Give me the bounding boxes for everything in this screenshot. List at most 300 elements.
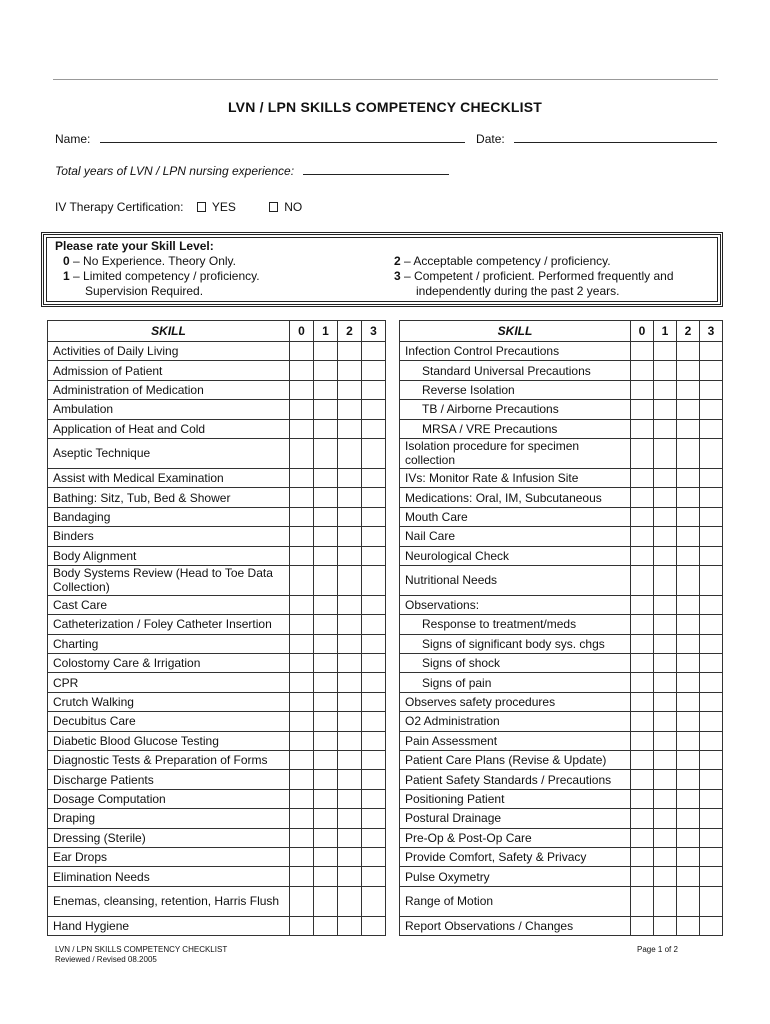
rating-cell-2[interactable]	[338, 565, 362, 595]
table-row	[400, 751, 723, 770]
rating-cell-2[interactable]	[677, 507, 700, 526]
rating-cell-3[interactable]	[362, 847, 386, 866]
footer-revised: Reviewed / Revised 08.2005	[55, 955, 157, 964]
rating-cell-0[interactable]	[631, 565, 654, 595]
rating-cell-3[interactable]	[700, 615, 723, 634]
rating-cell-1[interactable]	[314, 916, 338, 935]
rating-cell-0[interactable]	[631, 468, 654, 487]
rating-cell-2[interactable]	[677, 634, 700, 653]
rating-cell-1[interactable]	[314, 361, 338, 380]
rating-cell-3[interactable]	[362, 380, 386, 399]
rating-cell-1[interactable]	[314, 867, 338, 886]
rating-cell-0[interactable]	[631, 751, 654, 770]
rating-cell-1[interactable]	[654, 712, 677, 731]
rating-cell-1[interactable]	[314, 507, 338, 526]
rating-cell-0[interactable]	[290, 438, 314, 468]
rating-cell-3[interactable]	[362, 712, 386, 731]
rating-cell-3[interactable]	[362, 828, 386, 847]
rating-cell-3[interactable]	[700, 400, 723, 419]
rating-cell-0[interactable]	[631, 809, 654, 828]
table-row	[48, 438, 386, 468]
rating-cell-3[interactable]	[700, 468, 723, 487]
rating-cell-0[interactable]	[290, 770, 314, 789]
table-row	[48, 546, 386, 565]
rating-cell-0[interactable]	[290, 867, 314, 886]
rating-cell-2[interactable]	[677, 789, 700, 808]
rating-cell-1[interactable]	[654, 615, 677, 634]
rating-cell-1[interactable]	[654, 654, 677, 673]
skill-name-cell: O2 Administration	[400, 712, 631, 731]
rating-cell-0[interactable]	[290, 828, 314, 847]
rating-cell-2[interactable]	[338, 400, 362, 419]
rating-cell-2[interactable]	[338, 546, 362, 565]
rating-cell-2[interactable]	[677, 847, 700, 866]
rating-cell-3[interactable]	[362, 789, 386, 808]
rating-cell-0[interactable]	[290, 615, 314, 634]
rating-cell-2[interactable]	[677, 595, 700, 614]
rating-cell-0[interactable]	[631, 595, 654, 614]
iv-no-label: NO	[284, 200, 303, 214]
rating-cell-3[interactable]	[700, 488, 723, 507]
rating-cell-2[interactable]	[677, 361, 700, 380]
rating-cell-2[interactable]	[338, 828, 362, 847]
rating-cell-3[interactable]	[700, 595, 723, 614]
table-row	[400, 634, 723, 653]
rating-cell-2[interactable]	[338, 507, 362, 526]
rating-cell-1[interactable]	[314, 400, 338, 419]
table-row	[400, 731, 723, 750]
rating-cell-1[interactable]	[314, 438, 338, 468]
rating-cell-1[interactable]	[654, 400, 677, 419]
rating-cell-0[interactable]	[631, 867, 654, 886]
rating-cell-2[interactable]	[677, 654, 700, 673]
rating-cell-3[interactable]	[362, 886, 386, 916]
rating-cell-2[interactable]	[677, 712, 700, 731]
rating-cell-0[interactable]	[290, 595, 314, 614]
rating-cell-0[interactable]	[290, 342, 314, 361]
rating-cell-1[interactable]	[654, 546, 677, 565]
rating-cell-2[interactable]	[338, 916, 362, 935]
rating-cell-0[interactable]	[631, 828, 654, 847]
iv-yes-checkbox[interactable]	[197, 202, 206, 212]
rating-cell-0[interactable]	[290, 507, 314, 526]
rating-cell-0[interactable]	[631, 847, 654, 866]
rating-cell-1[interactable]	[314, 789, 338, 808]
table-row	[48, 867, 386, 886]
rating-cell-3[interactable]	[362, 361, 386, 380]
rating-cell-2[interactable]	[338, 615, 362, 634]
rating-cell-2[interactable]	[338, 692, 362, 711]
rating-cell-3[interactable]	[362, 673, 386, 692]
rating-cell-1[interactable]	[314, 342, 338, 361]
table-row	[400, 438, 723, 468]
skill-name-cell: Draping	[48, 809, 290, 828]
skill-name-cell: Admission of Patient	[48, 361, 290, 380]
rating-cell-2[interactable]	[677, 565, 700, 595]
rating-cell-3[interactable]	[700, 438, 723, 468]
rating-cell-0[interactable]	[290, 692, 314, 711]
rating-cell-2[interactable]	[677, 438, 700, 468]
rating-cell-2[interactable]	[677, 419, 700, 438]
rating-cell-1[interactable]	[314, 847, 338, 866]
rating-cell-3[interactable]	[700, 712, 723, 731]
rating-cell-0[interactable]	[631, 380, 654, 399]
rating-cell-0[interactable]	[290, 468, 314, 487]
rating-cell-0[interactable]	[631, 400, 654, 419]
rating-cell-3[interactable]	[700, 361, 723, 380]
rating-cell-2[interactable]	[338, 751, 362, 770]
rating-cell-2[interactable]	[338, 595, 362, 614]
rating-cell-0[interactable]	[290, 654, 314, 673]
top-rule	[53, 79, 718, 80]
rating-cell-1[interactable]	[654, 847, 677, 866]
rating-cell-3[interactable]	[362, 692, 386, 711]
rating-cell-2[interactable]	[338, 789, 362, 808]
skill-name-cell: Nutritional Needs	[400, 565, 631, 595]
rating-cell-3[interactable]	[700, 419, 723, 438]
rating-cell-2[interactable]	[338, 886, 362, 916]
rating-cell-1[interactable]	[654, 342, 677, 361]
rating-cell-0[interactable]	[631, 916, 654, 935]
rating-cell-3[interactable]	[362, 731, 386, 750]
rating-cell-0[interactable]	[631, 673, 654, 692]
rating-cell-2[interactable]	[677, 692, 700, 711]
rating-cell-1[interactable]	[654, 527, 677, 546]
rating-cell-3[interactable]	[700, 527, 723, 546]
rating-level-1-text2: Supervision Required.	[85, 284, 204, 298]
rating-cell-3[interactable]	[362, 615, 386, 634]
rating-cell-1[interactable]	[654, 770, 677, 789]
rating-cell-1[interactable]	[314, 595, 338, 614]
rating-cell-3[interactable]	[362, 488, 386, 507]
rating-cell-3[interactable]	[700, 751, 723, 770]
rating-legend-box	[41, 232, 723, 307]
rating-level-0-num: 0	[63, 254, 70, 268]
skill-name-cell: Isolation procedure for specimen collection	[400, 438, 631, 468]
rating-cell-1[interactable]	[654, 886, 677, 916]
rating-cell-2[interactable]	[677, 468, 700, 487]
footer-page-number: Page 1 of 2	[637, 945, 678, 954]
rating-cell-2[interactable]	[338, 867, 362, 886]
rating-cell-1[interactable]	[654, 692, 677, 711]
rating-cell-2[interactable]	[338, 342, 362, 361]
table-row	[400, 828, 723, 847]
rating-cell-0[interactable]	[290, 419, 314, 438]
rating-cell-3[interactable]	[700, 886, 723, 916]
skill-name-cell: MRSA / VRE Precautions	[400, 419, 631, 438]
rating-cell-2[interactable]	[338, 712, 362, 731]
rating-cell-3[interactable]	[700, 673, 723, 692]
rating-cell-1[interactable]	[654, 731, 677, 750]
rating-cell-2[interactable]	[677, 400, 700, 419]
table-row	[400, 654, 723, 673]
rating-cell-3[interactable]	[362, 595, 386, 614]
rating-cell-3[interactable]	[700, 867, 723, 886]
rating-cell-0[interactable]	[290, 400, 314, 419]
rating-cell-3[interactable]	[700, 342, 723, 361]
rating-cell-2[interactable]	[338, 809, 362, 828]
rating-cell-2[interactable]	[677, 809, 700, 828]
rating-cell-1[interactable]	[654, 595, 677, 614]
iv-yes-label: YES	[211, 200, 236, 214]
rating-cell-0[interactable]	[290, 886, 314, 916]
rating-cell-1[interactable]	[314, 654, 338, 673]
rating-cell-1[interactable]	[654, 507, 677, 526]
rating-cell-0[interactable]	[631, 789, 654, 808]
rating-cell-0[interactable]	[631, 361, 654, 380]
rating-cell-0[interactable]	[290, 731, 314, 750]
rating-cell-3[interactable]	[362, 419, 386, 438]
rating-cell-1[interactable]	[654, 488, 677, 507]
rating-cell-1[interactable]	[314, 488, 338, 507]
rating-cell-0[interactable]	[290, 527, 314, 546]
table-row	[48, 770, 386, 789]
rating-cell-0[interactable]	[290, 751, 314, 770]
rating-cell-1[interactable]	[654, 634, 677, 653]
rating-cell-3[interactable]	[700, 847, 723, 866]
rating-cell-3[interactable]	[362, 565, 386, 595]
rating-cell-1[interactable]	[314, 809, 338, 828]
rating-cell-1[interactable]	[654, 828, 677, 847]
rating-cell-1[interactable]	[654, 751, 677, 770]
rating-cell-0[interactable]	[631, 712, 654, 731]
rating-cell-2[interactable]	[677, 886, 700, 916]
rating-cell-1[interactable]	[314, 468, 338, 487]
rating-cell-2[interactable]	[677, 828, 700, 847]
rating-cell-2[interactable]	[677, 916, 700, 935]
table-row	[48, 615, 386, 634]
rating-cell-1[interactable]	[314, 770, 338, 789]
rating-cell-1[interactable]	[314, 692, 338, 711]
skill-name-cell: Administration of Medication	[48, 380, 290, 399]
skill-name-cell: Aseptic Technique	[48, 438, 290, 468]
rating-cell-3[interactable]	[362, 770, 386, 789]
rating-cell-3[interactable]	[362, 400, 386, 419]
rating-cell-1[interactable]	[654, 867, 677, 886]
skill-name-cell: Patient Care Plans (Revise & Update)	[400, 751, 631, 770]
rating-cell-1[interactable]	[314, 419, 338, 438]
rating-cell-3[interactable]	[700, 789, 723, 808]
skill-name-cell: Neurological Check	[400, 546, 631, 565]
rating-cell-3[interactable]	[362, 867, 386, 886]
table-row	[48, 751, 386, 770]
table-row	[400, 488, 723, 507]
rating-cell-3[interactable]	[700, 507, 723, 526]
rating-cell-2[interactable]	[338, 468, 362, 487]
rating-cell-0[interactable]	[631, 527, 654, 546]
rating-cell-3[interactable]	[700, 731, 723, 750]
rating-cell-2[interactable]	[338, 634, 362, 653]
skill-name-cell: Response to treatment/meds	[400, 615, 631, 634]
rating-cell-1[interactable]	[654, 419, 677, 438]
table-row	[48, 419, 386, 438]
skill-name-cell: Activities of Daily Living	[48, 342, 290, 361]
rating-cell-3[interactable]	[700, 654, 723, 673]
rating-cell-0[interactable]	[290, 634, 314, 653]
rating-cell-2[interactable]	[677, 546, 700, 565]
rating-cell-0[interactable]	[631, 731, 654, 750]
skill-name-cell: Decubitus Care	[48, 712, 290, 731]
rating-cell-1[interactable]	[654, 809, 677, 828]
rating-cell-2[interactable]	[677, 380, 700, 399]
rating-cell-3[interactable]	[700, 565, 723, 595]
iv-no-checkbox[interactable]	[269, 202, 278, 212]
rating-cell-0[interactable]	[631, 419, 654, 438]
rating-cell-2[interactable]	[677, 615, 700, 634]
rating-cell-2[interactable]	[677, 751, 700, 770]
rating-cell-3[interactable]	[700, 916, 723, 935]
rating-cell-0[interactable]	[631, 634, 654, 653]
rating-cell-0[interactable]	[631, 770, 654, 789]
rating-cell-0[interactable]	[631, 886, 654, 916]
rating-cell-3[interactable]	[700, 634, 723, 653]
rating-cell-2[interactable]	[338, 527, 362, 546]
rating-cell-0[interactable]	[290, 546, 314, 565]
table-row	[400, 468, 723, 487]
rating-cell-3[interactable]	[362, 527, 386, 546]
skill-name-cell: CPR	[48, 673, 290, 692]
skill-name-cell: Binders	[48, 527, 290, 546]
rating-cell-3[interactable]	[362, 809, 386, 828]
rating-cell-2[interactable]	[677, 731, 700, 750]
rating-cell-3[interactable]	[362, 751, 386, 770]
experience-row	[55, 164, 449, 178]
rating-cell-1[interactable]	[314, 546, 338, 565]
rating-level-2	[394, 254, 611, 269]
skill-name-cell: Positioning Patient	[400, 789, 631, 808]
rating-cell-2[interactable]	[677, 527, 700, 546]
rating-cell-0[interactable]	[631, 488, 654, 507]
rating-level-3-num: 3	[394, 269, 401, 283]
table-row	[48, 361, 386, 380]
rating-cell-1[interactable]	[654, 380, 677, 399]
rating-cell-0[interactable]	[290, 488, 314, 507]
rating-cell-3[interactable]	[700, 809, 723, 828]
rating-cell-0[interactable]	[631, 438, 654, 468]
rating-cell-0[interactable]	[631, 654, 654, 673]
table-row	[48, 380, 386, 399]
rating-cell-3[interactable]	[362, 546, 386, 565]
rating-cell-2[interactable]	[677, 867, 700, 886]
rating-cell-0[interactable]	[631, 507, 654, 526]
skill-name-cell: Dressing (Sterile)	[48, 828, 290, 847]
iv-yes-option[interactable]	[197, 200, 236, 214]
rating-cell-3[interactable]	[362, 654, 386, 673]
skill-name-cell: Postural Drainage	[400, 809, 631, 828]
skill-name-cell: Range of Motion	[400, 886, 631, 916]
rating-cell-0[interactable]	[290, 847, 314, 866]
rating-cell-3[interactable]	[700, 770, 723, 789]
rating-cell-2[interactable]	[338, 380, 362, 399]
rating-cell-2[interactable]	[338, 361, 362, 380]
rating-level-2-text: – Acceptable competency / proficiency.	[404, 254, 611, 268]
rating-cell-1[interactable]	[314, 527, 338, 546]
skill-name-cell: Signs of significant body sys. chgs	[400, 634, 631, 653]
rating-cell-1[interactable]	[654, 361, 677, 380]
rating-cell-2[interactable]	[338, 419, 362, 438]
rating-cell-2[interactable]	[338, 847, 362, 866]
rating-cell-1[interactable]	[314, 886, 338, 916]
rating-cell-0[interactable]	[290, 809, 314, 828]
rating-cell-3[interactable]	[362, 916, 386, 935]
rating-header-3: 3	[700, 321, 723, 342]
table-row	[48, 789, 386, 808]
rating-cell-2[interactable]	[338, 488, 362, 507]
name-field[interactable]	[100, 132, 465, 143]
rating-cell-3[interactable]	[362, 342, 386, 361]
rating-header-2: 2	[677, 321, 700, 342]
rating-cell-1[interactable]	[314, 673, 338, 692]
rating-cell-0[interactable]	[290, 916, 314, 935]
experience-field[interactable]	[303, 164, 449, 175]
rating-cell-0[interactable]	[290, 673, 314, 692]
rating-cell-1[interactable]	[654, 438, 677, 468]
rating-cell-2[interactable]	[677, 342, 700, 361]
rating-cell-1[interactable]	[654, 468, 677, 487]
footer-doc-name: LVN / LPN SKILLS COMPETENCY CHECKLIST	[55, 945, 228, 954]
rating-cell-3[interactable]	[362, 468, 386, 487]
rating-cell-2[interactable]	[338, 731, 362, 750]
rating-cell-1[interactable]	[314, 380, 338, 399]
rating-level-3-text2: independently during the past 2 years.	[416, 284, 620, 298]
rating-cell-3[interactable]	[700, 828, 723, 847]
rating-cell-2[interactable]	[677, 488, 700, 507]
rating-cell-1[interactable]	[314, 751, 338, 770]
date-field[interactable]	[514, 132, 717, 143]
rating-cell-1[interactable]	[314, 565, 338, 595]
rating-cell-1[interactable]	[654, 916, 677, 935]
rating-cell-0[interactable]	[631, 692, 654, 711]
rating-cell-1[interactable]	[314, 712, 338, 731]
name-date-row	[55, 132, 717, 146]
rating-cell-0[interactable]	[290, 361, 314, 380]
rating-cell-0[interactable]	[631, 615, 654, 634]
rating-cell-3[interactable]	[700, 692, 723, 711]
rating-cell-0[interactable]	[290, 380, 314, 399]
rating-cell-1[interactable]	[314, 634, 338, 653]
rating-cell-1[interactable]	[654, 789, 677, 808]
rating-cell-1[interactable]	[654, 565, 677, 595]
rating-cell-1[interactable]	[314, 615, 338, 634]
rating-cell-0[interactable]	[290, 712, 314, 731]
rating-cell-0[interactable]	[631, 546, 654, 565]
rating-cell-0[interactable]	[290, 789, 314, 808]
rating-cell-0[interactable]	[631, 342, 654, 361]
rating-cell-3[interactable]	[700, 546, 723, 565]
rating-cell-2[interactable]	[338, 654, 362, 673]
rating-cell-1[interactable]	[314, 828, 338, 847]
rating-cell-2[interactable]	[338, 673, 362, 692]
rating-cell-1[interactable]	[314, 731, 338, 750]
rating-cell-2[interactable]	[677, 770, 700, 789]
table-row	[48, 692, 386, 711]
rating-cell-3[interactable]	[700, 380, 723, 399]
table-row	[400, 770, 723, 789]
rating-cell-2[interactable]	[338, 438, 362, 468]
rating-header-1: 1	[654, 321, 677, 342]
skill-name-cell: Infection Control Precautions	[400, 342, 631, 361]
rating-cell-3[interactable]	[362, 507, 386, 526]
rating-cell-0[interactable]	[290, 565, 314, 595]
rating-cell-2[interactable]	[338, 770, 362, 789]
rating-cell-3[interactable]	[362, 634, 386, 653]
table-row	[400, 789, 723, 808]
rating-cell-3[interactable]	[362, 438, 386, 468]
iv-no-option[interactable]	[269, 200, 302, 214]
page-title: LVN / LPN SKILLS COMPETENCY CHECKLIST	[227, 99, 543, 115]
rating-cell-1[interactable]	[654, 673, 677, 692]
rating-cell-2[interactable]	[677, 673, 700, 692]
